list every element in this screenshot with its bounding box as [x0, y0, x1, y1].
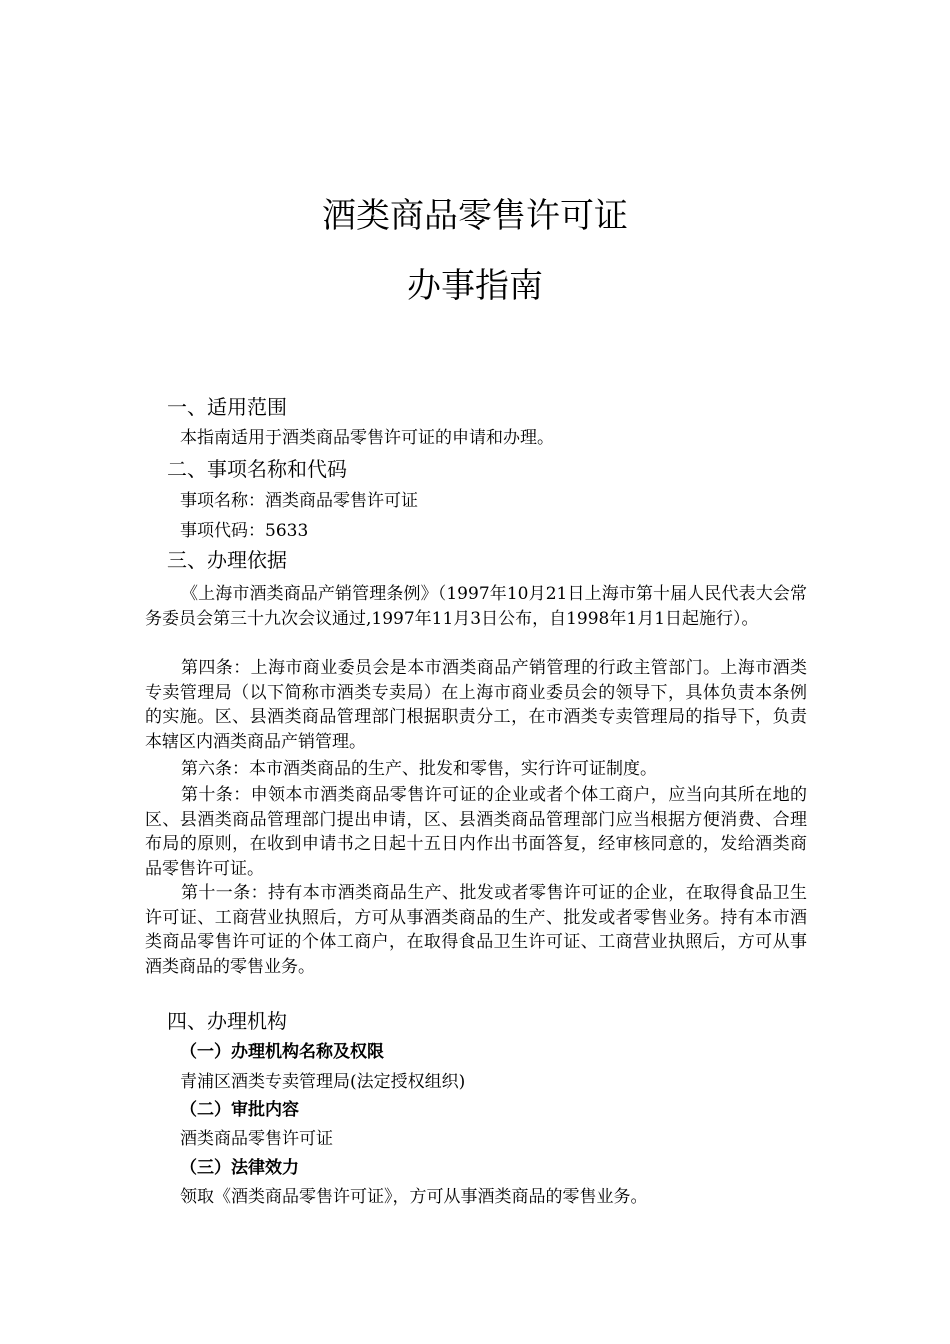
- agency-name-text: 青浦区酒类专卖管理局(法定授权组织): [180, 1072, 466, 1092]
- section-heading-item-name-code: 二、事项名称和代码: [167, 457, 347, 481]
- legal-basis-paragraph-article-10: 第十条：申领本市酒类商品零售许可证的企业或者个体工商户，应当向其所在地的区、县酒类商品管理部门提出申请，区、县酒类商品管理部门应当根据方便消费、合理布局的原则，在收到申请书之日起十五日内作出书面答复，经审核同意的，发给酒类商品零售许可证。: [145, 785, 807, 879]
- subsection-heading-agency-name: （一）办理机构名称及权限: [180, 1042, 384, 1062]
- document-title: 酒类商品零售许可证: [322, 196, 628, 236]
- scope-text: 本指南适用于酒类商品零售许可证的申请和办理。: [180, 428, 554, 448]
- subsection-heading-approval-content: （二）审批内容: [180, 1100, 299, 1120]
- section-heading-scope: 一、适用范围: [167, 395, 287, 419]
- legal-effect-text: 领取《酒类商品零售许可证》，方可从事酒类商品的零售业务。: [180, 1187, 648, 1207]
- legal-basis-paragraph-article-11: 第十一条：持有本市酒类商品生产、批发或者零售许可证的企业，在取得食品卫生许可证、工商营业执照后，方可从事酒类商品的生产、批发或者零售业务。持有本市酒类商品零售许可证的个体工商户，在取得食品卫生许可证、工商营业执照后，方可从事酒类商品的零售业务。: [145, 883, 807, 977]
- section-heading-handling-agency: 四、办理机构: [167, 1009, 287, 1033]
- legal-basis-paragraph-regulation: 《上海市酒类商品产销管理条例》（1997年10月21日上海市第十届人民代表大会常务委员会第三十九次会议通过,1997年11月3日公布，自1998年1月1日起施行）。: [145, 584, 807, 629]
- document-subtitle: 办事指南: [407, 266, 543, 306]
- legal-basis-paragraph-article-4: 第四条：上海市商业委员会是本市酒类商品产销管理的行政主管部门。上海市酒类专卖管理局（以下简称市酒类专卖局）在上海市商业委员会的领导下，具体负责本条例的实施。区、县酒类商品管理部门根据职责分工，在市酒类专卖管理局的指导下，负责本辖区内酒类商品产销管理。: [145, 658, 807, 752]
- section-heading-legal-basis: 三、办理依据: [167, 548, 287, 572]
- legal-basis-paragraph-article-6: 第六条：本市酒类商品的生产、批发和零售，实行许可证制度。: [181, 759, 657, 779]
- subsection-heading-legal-effect: （三）法律效力: [180, 1158, 299, 1178]
- item-name-line: 事项名称：酒类商品零售许可证: [180, 491, 418, 511]
- approval-content-text: 酒类商品零售许可证: [180, 1129, 333, 1149]
- item-code-line: 事项代码：5633: [180, 521, 309, 541]
